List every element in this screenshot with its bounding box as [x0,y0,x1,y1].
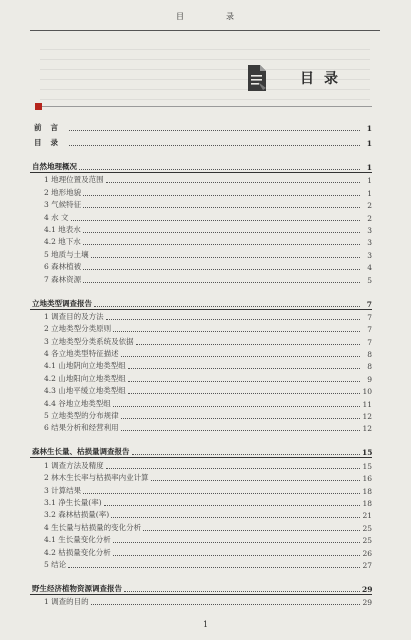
toc-section-entry[interactable] [30,471,372,483]
toc-chapter-entry-label: 自然地理概况 [32,162,77,171]
toc-section-entry-page: 25 [362,523,372,533]
toc-section-entry-page: 18 [362,498,372,508]
toc-section-entry-page: 25 [362,536,372,546]
toc-section-entry-label: 5 立地类型的分布规律 [44,411,119,421]
toc-section-entry-label: 5 地质与土壤 [44,249,89,259]
toc-chapter-entry[interactable] [30,157,372,173]
toc-section-entry[interactable] [30,396,372,408]
toc-section-entry[interactable] [30,272,372,284]
toc-front-entry[interactable] [30,118,372,133]
dot-leader [71,220,360,221]
page-number: 1 [202,620,209,629]
dot-leader [83,195,360,196]
toc-section-entry[interactable] [30,458,372,470]
dot-leader [91,257,360,258]
dot-leader [104,505,360,506]
toc-section-entry[interactable] [30,210,372,222]
toc-section-entry-label: 4.1 生长量变化分析 [44,535,111,545]
toc-section-entry-label: 4 水 文 [44,212,69,222]
dot-leader [83,282,360,283]
toc-section-entry-label: 4.1 山地阴向立地类型组 [44,361,126,371]
running-header [0,0,411,30]
toc-spacer [30,285,372,294]
dot-leader [132,454,361,455]
dot-leader [83,269,360,270]
toc-section-entry[interactable] [30,545,372,557]
toc-section-entry-page: 2 [367,213,372,223]
toc-section-entry[interactable] [30,421,372,433]
toc-chapter-entry-page: 7 [366,299,372,309]
toc-section-entry-page: 12 [362,424,372,434]
toc-section-entry-label: 1 调查方法及精度 [44,460,104,470]
dot-leader [106,468,360,469]
toc-section-entry-page: 3 [367,250,372,260]
toc-section-entry-label: 4.1 地表水 [44,224,81,234]
toc-section-entry-label: 4 各立地类型特征描述 [44,349,119,359]
toc-chapter-entry[interactable] [30,294,372,310]
dot-leader [106,319,360,320]
toc-section-entry-page: 27 [362,560,372,570]
toc-section-entry-page: 16 [362,474,372,484]
toc-section-entry-page: 10 [362,387,372,397]
toc-section-entry[interactable] [30,384,372,396]
toc-section-entry-page: 18 [362,486,372,496]
toc-section-entry[interactable] [30,409,372,421]
toc-front-entry-label: 目录 [34,138,67,147]
running-title-char-2: 录 [226,12,235,21]
dot-leader [69,130,360,131]
dot-leader [113,406,360,407]
toc-section-entry-page: 3 [367,225,372,235]
toc-spacer [30,433,372,442]
toc-section-entry-page: 3 [367,238,372,248]
dot-leader [83,493,360,494]
toc-section-entry-page: 8 [367,362,372,372]
table-of-contents [30,118,372,607]
toc-section-entry[interactable] [30,334,372,346]
toc-chapter-entry-page: 1 [366,163,372,172]
dot-leader [111,517,360,518]
dot-leader [91,604,360,605]
dot-leader [128,368,360,369]
toc-section-entry-label: 1 调查目的及方法 [44,311,104,321]
toc-section-entry-label: 3 计算结果 [44,485,82,495]
toc-section-entry-label: 2 地形地貌 [44,187,82,197]
toc-section-entry[interactable] [30,520,372,532]
dot-leader [128,381,360,382]
toc-section-entry-page: 1 [367,188,372,198]
toc-title: 目录 [300,71,348,87]
dot-leader [113,331,360,332]
dot-leader [121,430,360,431]
toc-section-entry[interactable] [30,235,372,247]
toc-title-block [240,62,380,102]
dot-leader [94,306,360,307]
running-title-char-1: 目 [176,12,185,21]
toc-section-entry-label: 6 森林植被 [44,262,82,272]
toc-section-entry-label: 1 地理位置及范围 [44,175,104,185]
dot-leader [79,169,360,170]
toc-section-entry-label: 4.3 山地平缓立地类型组 [44,386,126,396]
toc-section-entry-page: 1 [367,176,372,186]
dot-leader [83,232,360,233]
toc-section-entry[interactable] [30,347,372,359]
toc-section-entry-label: 4.2 山地阳向立地类型组 [44,373,126,383]
toc-spacer [30,570,372,579]
toc-section-entry[interactable] [30,483,372,495]
toc-section-entry-label: 1 调查的目的 [44,597,89,607]
dot-leader [121,418,360,419]
dot-leader [113,555,360,556]
toc-section-entry-page: 29 [362,598,372,608]
toc-section-entry[interactable] [30,247,372,259]
toc-section-entry[interactable] [30,508,372,520]
dot-leader [151,480,360,481]
dot-leader [106,182,360,183]
toc-section-entry-page: 5 [367,275,372,285]
toc-section-entry[interactable] [30,496,372,508]
toc-section-entry[interactable] [30,223,372,235]
toc-chapter-entry-page: 29 [362,584,373,594]
toc-section-entry[interactable] [30,533,372,545]
toc-chapter-entry-label: 立地类型调查报告 [32,298,92,308]
toc-section-entry[interactable] [30,260,372,272]
toc-section-entry-page: 7 [367,337,372,347]
toc-section-entry[interactable] [30,173,372,185]
toc-section-entry[interactable] [30,198,372,210]
toc-section-entry-label: 4 生长量与枯损量的变化分析 [44,522,142,532]
dot-leader [143,530,360,531]
dot-leader [121,356,360,357]
toc-section-entry-label: 7 森林资源 [44,274,82,284]
dot-leader [128,393,360,394]
toc-section-entry-page: 8 [367,350,372,360]
toc-section-entry-label: 4.2 枯损量变化分析 [44,547,111,557]
toc-section-entry-label: 6 结果分析和经营利用 [44,423,119,433]
toc-section-entry-page: 4 [367,263,372,273]
document-icon [246,64,268,92]
toc-section-entry-label: 3.2 森林枯损量(率) [44,510,110,520]
toc-section-entry[interactable] [30,322,372,334]
toc-chapter-entry-page: 15 [362,448,373,458]
toc-section-entry-label: 3.1 净生长量(率) [44,497,102,507]
toc-section-entry-label: 2 林木生长率与枯损率内业计算 [44,473,149,483]
toc-section-entry-label: 4.4 谷地立地类型组 [44,398,111,408]
toc-front-entry-page: 1 [366,124,372,133]
toc-section-entry-page: 7 [367,325,372,335]
toc-spacer [30,148,372,157]
toc-section-entry-page: 7 [367,312,372,322]
toc-section-entry-page: 12 [362,412,372,422]
toc-front-entry-label: 前言 [34,123,67,132]
toc-chapter-entry-label: 森林生长量、枯损量调查报告 [32,447,130,457]
toc-section-entry[interactable] [30,359,372,371]
toc-front-entry[interactable] [30,133,372,148]
toc-section-entry[interactable] [30,558,372,570]
toc-section-entry[interactable] [30,371,372,383]
toc-section-entry-label: 3 立地类型分类系统及依据 [44,336,134,346]
toc-section-entry-page: 2 [367,201,372,211]
toc-section-entry-label: 5 结论 [44,559,67,569]
dot-leader [68,567,360,568]
toc-front-entry-page: 1 [366,139,372,148]
toc-section-entry-page: 9 [367,374,372,384]
toc-section-entry-page: 11 [362,399,372,409]
dot-leader [113,542,360,543]
dot-leader [83,244,360,245]
toc-section-entry-page: 15 [362,461,372,471]
toc-chapter-entry[interactable] [30,579,372,595]
toc-section-entry-label: 4.2 地下水 [44,237,81,247]
red-accent-square [35,103,42,110]
toc-section-entry-page: 26 [362,548,372,558]
toc-section-entry-label: 2 立地类型分类原则 [44,324,112,334]
toc-section-entry[interactable] [30,310,372,322]
toc-section-entry-page: 21 [362,511,372,521]
toc-section-entry[interactable] [30,185,372,197]
dot-leader [136,344,360,345]
header-rule [30,30,380,31]
dot-leader [69,145,360,146]
toc-chapter-entry[interactable] [30,442,372,458]
title-rule [42,106,372,107]
dot-leader [124,591,360,592]
toc-section-entry-label: 3 气候特征 [44,200,82,210]
toc-section-entry[interactable] [30,595,372,607]
dot-leader [83,207,360,208]
toc-chapter-entry-label: 野生经济植物资源调查报告 [32,583,122,593]
